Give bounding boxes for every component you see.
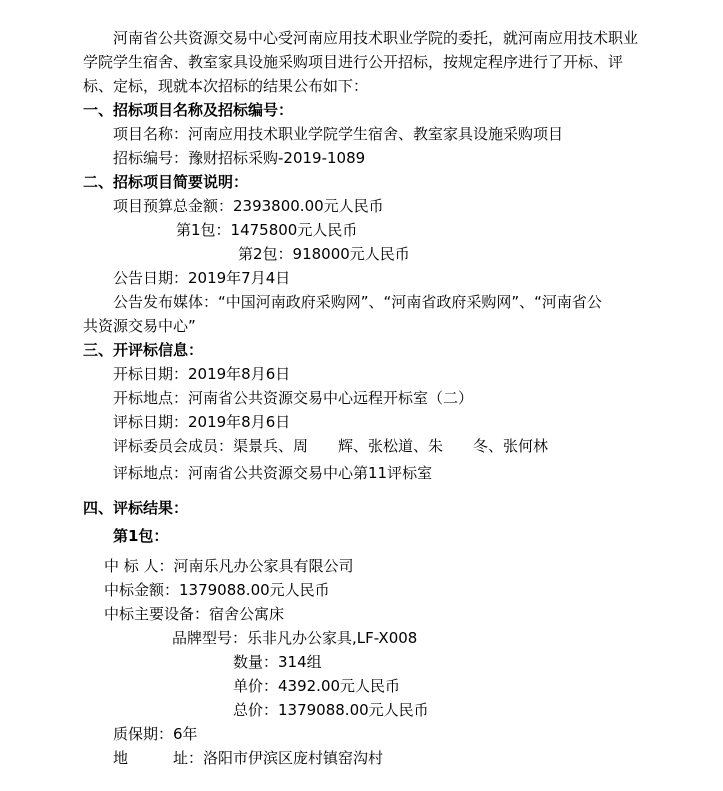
- winning-bidder: 中 标 人：河南乐凡办公家具有限公司: [104, 557, 354, 575]
- main-equipment: 中标主要设备：宿舍公寓床: [104, 605, 285, 623]
- intro-paragraph-line-3: 标、定标，现就本次招标的结果公布如下：: [83, 77, 369, 95]
- total-price: 总价：1379088.00元人民币: [233, 701, 429, 719]
- open-date: 开标日期：2019年8月6日: [113, 365, 291, 383]
- warranty-period: 质保期：6年: [113, 725, 198, 743]
- section-4-heading: 四、评标结果：: [83, 499, 189, 517]
- section-3-heading: 三、开评标信息：: [83, 341, 204, 359]
- budget-total: 项目预算总金额：2393800.00元人民币: [113, 197, 384, 215]
- tender-number: 招标编号：豫财招标采购-2019-1089: [113, 149, 366, 167]
- address: 地 址：洛阳市伊滨区庞村镇窑沟村: [113, 749, 384, 767]
- eval-place: 评标地点：河南省公共资源交易中心第11评标室: [113, 464, 433, 482]
- package-1-title: 第1包：: [113, 527, 169, 545]
- brand-model: 品牌型号：乐非凡办公家具,LF-X008: [172, 629, 418, 647]
- eval-date: 评标日期：2019年8月6日: [113, 413, 291, 431]
- winning-amount: 中标金额：1379088.00元人民币: [104, 581, 330, 599]
- eval-committee: 评标委员会成员：渠景兵、周 辉、张松道、朱 冬、张何林: [113, 437, 549, 455]
- unit-price: 单价：4392.00元人民币: [233, 677, 401, 695]
- section-2-heading: 二、招标项目简要说明：: [83, 173, 249, 191]
- quantity: 数量：314组: [233, 653, 322, 671]
- section-1-heading: 一、招标项目名称及招标编号：: [83, 101, 294, 119]
- package-2-budget: 第2包：918000元人民币: [238, 245, 410, 263]
- package-1-budget: 第1包：1475800元人民币: [176, 221, 358, 239]
- publish-media-line-1: 公告发布媒体：“中国河南政府采购网”、“河南省政府采购网”、“河南省公: [113, 293, 602, 311]
- intro-paragraph-line-2: 学院学生宿舍、教室家具设施采购项目进行公开招标，按规定程序进行了开标、评: [83, 53, 624, 71]
- notice-date: 公告日期：2019年7月4日: [113, 269, 291, 287]
- project-name: 项目名称：河南应用技术职业学院学生宿舍、教室家具设施采购项目: [113, 125, 564, 143]
- publish-media-line-2: 共资源交易中心”: [83, 317, 196, 335]
- intro-paragraph-line-1: 河南省公共资源交易中心受河南应用技术职业学院的委托，就河南应用技术职业: [113, 29, 639, 47]
- open-place: 开标地点：河南省公共资源交易中心远程开标室（二）: [113, 389, 474, 407]
